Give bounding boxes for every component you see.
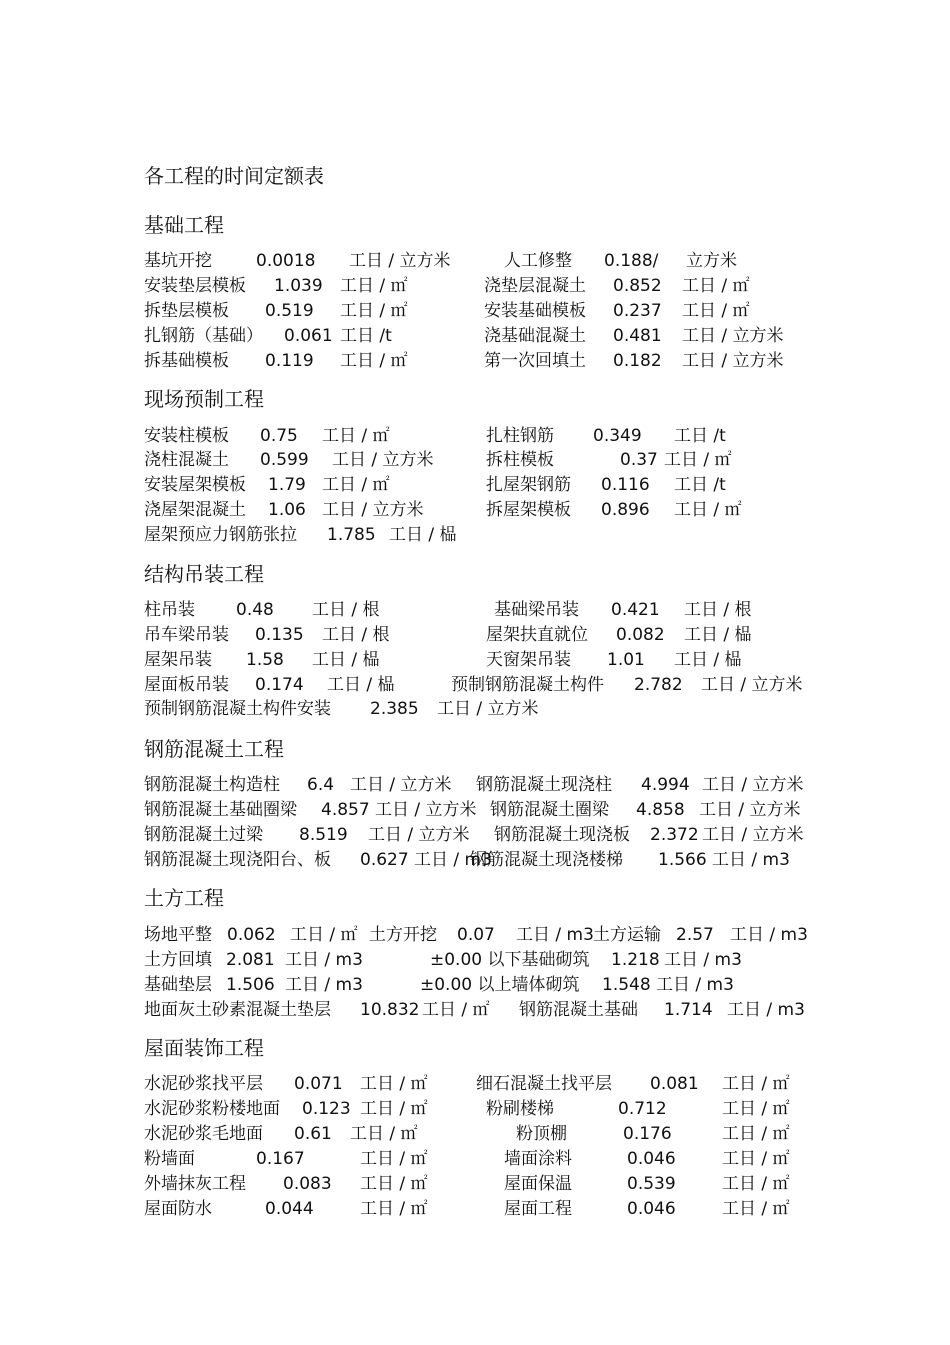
item-value: 1.218 [611,950,660,970]
item-value: 1.548 [602,975,651,995]
item-label: 钢筋混凝土现浇阳台、板 [144,850,331,870]
item-label: 钢筋混凝土基础 [519,1000,638,1020]
item-unit: 工日 / 立方米 [375,800,477,820]
item-unit: 工日 / m3 [664,950,742,970]
item-value: 1.79 [268,475,306,495]
item-label: 扎钢筋（基础） [144,326,263,346]
item-unit: 工日 / 立方米 [332,450,434,470]
item-value: 6.4 [307,775,335,795]
item-label: 拆垫层模板 [144,301,229,321]
item-value: 0.349 [593,426,642,446]
item-label: 吊车梁吊装 [144,625,229,645]
item-unit: 工日 / ㎡ [360,1074,428,1094]
item-label: 柱吊装 [144,600,195,620]
section-heading: 结构吊装工程 [144,562,264,586]
item-label: 细石混凝土找平层 [476,1074,612,1094]
item-unit: 工日 / ㎡ [360,1174,428,1194]
item-unit: 工日 / 根 [312,600,380,620]
item-label: 钢筋混凝土现浇柱 [476,775,612,795]
item-value: 0.237 [613,301,662,321]
item-unit: 工日 / ㎡ [664,450,732,470]
item-value: 0.182 [613,351,662,371]
item-label: 安装基础模板 [484,301,586,321]
section-heading: 现场预制工程 [144,387,264,411]
page-title: 各工程的时间定额表 [144,164,324,188]
item-label: 钢筋混凝土基础圈梁 [144,800,297,820]
item-label: 土方开挖 [369,925,437,945]
item-label: 钢筋混凝土过梁 [144,825,263,845]
item-value: 0.896 [601,500,650,520]
item-unit: 工日 / ㎡ [290,925,358,945]
section-heading: 屋面装饰工程 [144,1036,264,1060]
item-unit: 工日 / ㎡ [322,475,390,495]
item-value: 4.858 [636,800,685,820]
item-label: 屋面防水 [144,1199,212,1219]
item-label: 钢筋混凝土构造柱 [144,775,280,795]
item-value: 0.174 [255,675,304,695]
item-value: 0.116 [601,475,650,495]
item-label: 基坑开挖 [144,251,212,271]
item-label: 浇屋架混凝土 [144,500,246,520]
item-unit: 工日 / 立方米 [699,800,801,820]
item-unit: 工日 / m3 [285,975,363,995]
item-unit: 工日 / m3 [727,1000,805,1020]
item-unit: 工日 /t [674,426,726,446]
item-unit: 工日 / 立方米 [702,825,804,845]
item-label: 人工修整 [504,251,572,271]
item-value: 0.135 [255,625,304,645]
item-label: 粉刷楼梯 [486,1099,554,1119]
item-unit: 工日 / ㎡ [682,276,750,296]
item-unit: 工日 / m3 [712,850,790,870]
item-unit: 立方米 [686,251,737,271]
item-unit: 工日 / ㎡ [350,1124,418,1144]
item-value: 0.519 [265,301,314,321]
item-value: 1.566 [658,850,707,870]
item-unit: 工日 / 立方米 [682,351,784,371]
item-value: 1.785 [327,525,376,545]
item-label: 浇基础混凝土 [484,326,586,346]
item-value: 8.519 [299,825,348,845]
item-value: 1.58 [246,650,284,670]
item-value: 1.039 [274,276,323,296]
item-label: 粉顶棚 [516,1124,567,1144]
item-unit: 工日 / ㎡ [722,1124,790,1144]
item-value: 0.852 [613,276,662,296]
item-unit: 工日 / m3 [414,850,492,870]
item-unit: 工日 / ㎡ [422,1000,490,1020]
item-label: 天窗架吊装 [486,650,571,670]
item-unit: 工日 / ㎡ [722,1099,790,1119]
item-label: 拆柱模板 [486,450,554,470]
item-value: 0.046 [627,1199,676,1219]
item-value: 0.081 [650,1074,699,1094]
item-label: 地面灰土砂素混凝土垫层 [144,1000,331,1020]
item-unit: 工日 / 立方米 [368,825,470,845]
item-label: 墙面涂料 [504,1149,572,1169]
item-unit: 工日 / ㎡ [322,426,390,446]
item-unit: 工日 / 榀 [327,675,395,695]
item-label: 基础垫层 [144,975,212,995]
item-value: 0.188/ [604,251,659,271]
item-unit: 工日 / ㎡ [722,1149,790,1169]
item-unit: 工日 / ㎡ [360,1149,428,1169]
item-unit: 工日 / 立方米 [437,699,539,719]
item-label: 土方运输 [593,925,661,945]
item-value: 0.539 [627,1174,676,1194]
item-value: 0.123 [302,1099,351,1119]
section-heading: 钢筋混凝土工程 [144,737,284,761]
item-unit: 工日 / ㎡ [722,1074,790,1094]
item-unit: 工日 / 根 [322,625,390,645]
item-value: 0.61 [294,1124,332,1144]
item-value: 0.421 [611,600,660,620]
item-label: 扎屋架钢筋 [486,475,571,495]
item-value: 0.0018 [256,251,316,271]
item-value: 0.176 [623,1124,672,1144]
item-label: 粉墙面 [144,1149,195,1169]
item-value: 0.167 [256,1149,305,1169]
item-unit: 工日 / 立方米 [350,775,452,795]
item-label: ±0.00 以下基础砌筑 [430,950,590,970]
item-value: 0.119 [265,351,314,371]
item-label: 扎柱钢筋 [486,426,554,446]
item-label: 基础梁吊装 [494,600,579,620]
item-value: 2.385 [370,699,419,719]
item-label: 土方回填 [144,950,212,970]
item-unit: 工日 / m3 [656,975,734,995]
item-unit: 工日 / ㎡ [722,1199,790,1219]
item-label: 屋面板吊装 [144,675,229,695]
item-value: 0.044 [265,1199,314,1219]
item-unit: 工日 / ㎡ [340,276,408,296]
item-unit: 工日 / 立方米 [349,251,451,271]
item-unit: 工日 / 榀 [674,650,742,670]
item-label: 水泥砂浆粉楼地面 [144,1099,280,1119]
item-label: 安装垫层模板 [144,276,246,296]
item-value: 0.75 [260,426,298,446]
item-unit: 工日 / ㎡ [340,351,408,371]
item-label: 钢筋混凝土圈梁 [490,800,609,820]
item-label: 预制钢筋混凝土构件安装 [144,699,331,719]
item-label: 安装柱模板 [144,426,229,446]
item-label: 屋架扶直就位 [486,625,588,645]
item-value: 1.06 [268,500,306,520]
item-unit: 工日 / m3 [285,950,363,970]
item-unit: 工日 / 立方米 [701,675,803,695]
item-value: 1.714 [664,1000,713,1020]
item-value: 2.372 [650,825,699,845]
item-unit: 工日 / 榀 [684,625,752,645]
item-label: 安装屋架模板 [144,475,246,495]
item-label: 外墙抹灰工程 [144,1174,246,1194]
item-value: 1.506 [226,975,275,995]
item-value: 0.071 [294,1074,343,1094]
item-unit: 工日 / ㎡ [682,301,750,321]
item-value: 4.994 [641,775,690,795]
item-label: 钢筋混凝土现浇板 [494,825,630,845]
item-label: 钢筋混凝土现浇楼梯 [470,850,623,870]
item-value: 1.01 [607,650,645,670]
item-unit: 工日 / ㎡ [360,1199,428,1219]
item-value: 2.57 [676,925,714,945]
item-unit: 工日 / ㎡ [674,500,742,520]
item-value: 2.081 [226,950,275,970]
item-value: 4.857 [321,800,370,820]
item-label: 屋面保温 [504,1174,572,1194]
item-value: 2.782 [634,675,683,695]
item-value: 0.082 [616,625,665,645]
item-label: 屋架吊装 [144,650,212,670]
item-label: 屋面工程 [504,1199,572,1219]
item-value: 0.083 [283,1174,332,1194]
item-label: 预制钢筋混凝土构件 [451,675,604,695]
item-value: 0.481 [613,326,662,346]
item-unit: 工日 / m3 [516,925,594,945]
item-value: 0.712 [618,1099,667,1119]
item-label: 场地平整 [144,925,212,945]
item-value: 0.37 [620,450,658,470]
item-unit: 工日 /t [674,475,726,495]
item-label: 水泥砂浆找平层 [144,1074,263,1094]
item-label: 水泥砂浆毛地面 [144,1124,263,1144]
item-unit: 工日 / 榀 [312,650,380,670]
item-label: 第一次回填土 [484,351,586,371]
item-value: 0.48 [236,600,274,620]
item-unit: 工日 / 立方米 [702,775,804,795]
item-unit: 工日 / 立方米 [322,500,424,520]
item-label: 拆屋架模板 [486,500,571,520]
item-unit: 工日 / ㎡ [360,1099,428,1119]
item-unit: 工日 / ㎡ [722,1174,790,1194]
item-value: 0.07 [457,925,495,945]
item-value: 0.046 [627,1149,676,1169]
item-label: 屋架预应力钢筋张拉 [144,525,297,545]
item-value: 10.832 [360,1000,420,1020]
item-unit: 工日 /t [340,326,392,346]
item-label: 浇垫层混凝土 [484,276,586,296]
item-value: 0.061 [284,326,333,346]
item-unit: 工日 / ㎡ [340,301,408,321]
item-value: 0.627 [360,850,409,870]
section-heading: 土方工程 [144,886,224,910]
item-unit: 工日 / 榀 [389,525,457,545]
item-unit: 工日 / 根 [684,600,752,620]
section-heading: 基础工程 [144,213,224,237]
item-label: 浇柱混凝土 [144,450,229,470]
item-value: 0.062 [227,925,276,945]
item-label: ±0.00 以上墙体砌筑 [420,975,580,995]
item-unit: 工日 / m3 [730,925,808,945]
item-unit: 工日 / 立方米 [682,326,784,346]
item-value: 0.599 [260,450,309,470]
item-label: 拆基础模板 [144,351,229,371]
